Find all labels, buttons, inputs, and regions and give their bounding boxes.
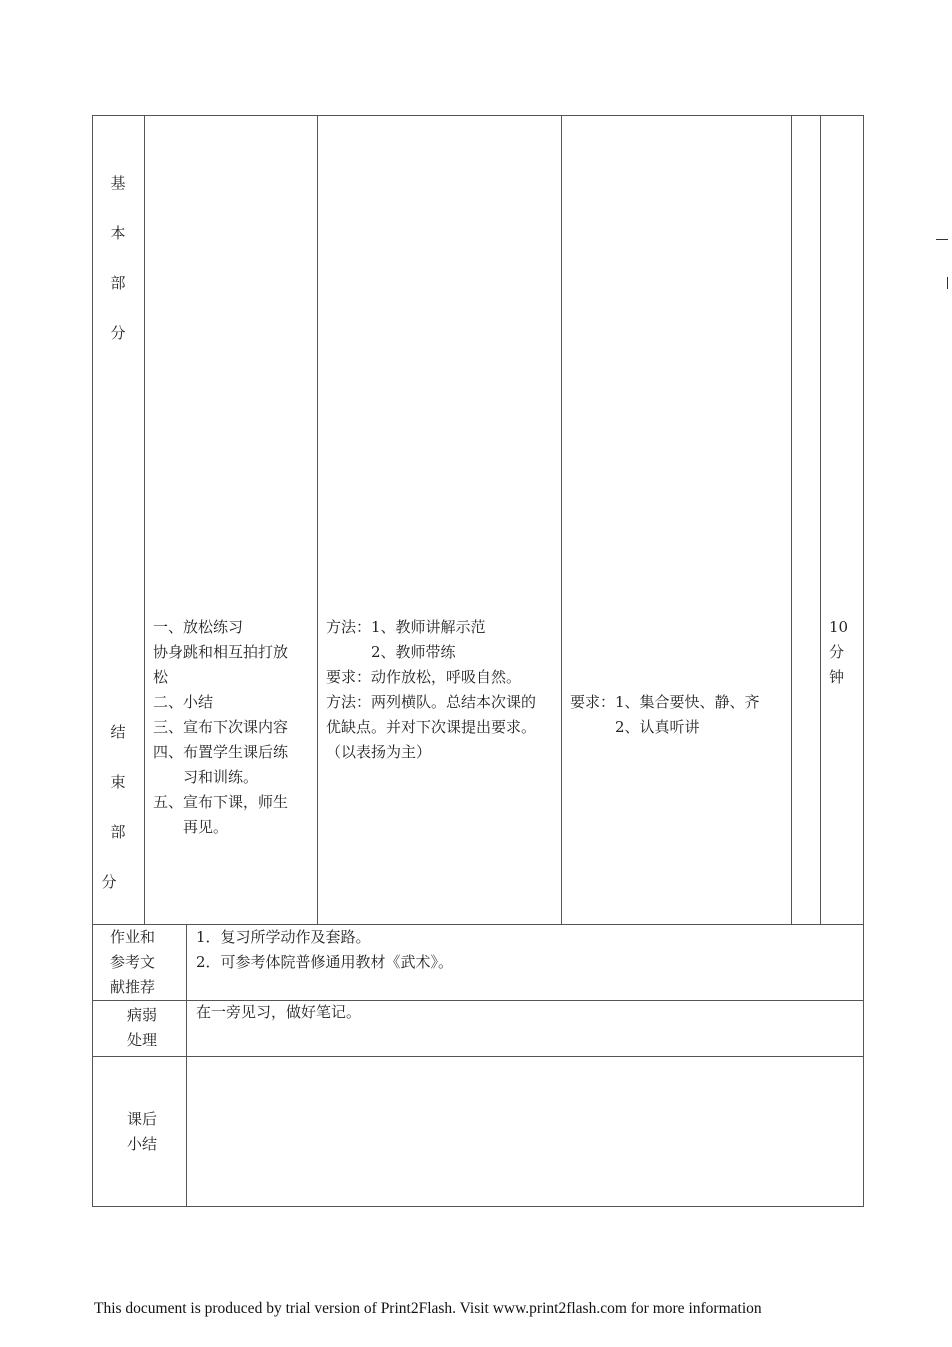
method-line: 方法：1、教师讲解示范: [326, 618, 486, 636]
edge-mark: [947, 277, 948, 289]
content-line: 再见。: [153, 818, 229, 836]
label-line: 病弱: [127, 1006, 158, 1024]
label-line: 参考文: [110, 953, 156, 971]
time-line: 分: [829, 643, 845, 661]
label-column-divider: [186, 924, 187, 1207]
content-line: 一、放松练习: [153, 618, 244, 636]
content-line: 四、布置学生课后练: [153, 743, 289, 761]
label-char: 基: [110, 174, 126, 192]
method-line: 优缺点。并对下次课提出要求。: [326, 718, 537, 736]
edge-mark: [936, 239, 948, 240]
table-border-right: [863, 115, 864, 1207]
label-char: 部: [110, 823, 126, 841]
time-line: 钟: [829, 668, 845, 686]
method-line: （以表扬为主）: [326, 743, 432, 761]
table-row-divider: [92, 1056, 864, 1057]
content-line: 三、宣布下次课内容: [153, 718, 289, 736]
column-divider: [317, 115, 318, 925]
label-line: 课后: [127, 1110, 158, 1128]
table-border-top: [92, 115, 864, 116]
label-char: 部: [110, 274, 126, 292]
content-line: 松: [153, 668, 169, 686]
content-line: 五、宣布下课，师生: [153, 793, 289, 811]
method-line: 方法：两列横队。总结本次课的: [326, 693, 537, 711]
label-char: 结: [110, 723, 126, 741]
method-line: 要求：动作放松，呼吸自然。: [326, 668, 522, 686]
column-divider: [820, 115, 821, 925]
table-border-bottom: [92, 1206, 864, 1207]
label-line: 处理: [127, 1031, 158, 1049]
label-char: 本: [110, 224, 126, 242]
label-char: 束: [110, 773, 126, 791]
method-line: 2、教师带练: [326, 643, 456, 661]
label-char: 分: [110, 324, 126, 342]
label-line: 小结: [127, 1135, 158, 1153]
summary-content: [188, 1058, 862, 1205]
homework-item: 1．复习所学动作及套路。: [196, 928, 371, 946]
label-line: 作业和: [110, 928, 156, 946]
column-divider: [791, 115, 792, 925]
label-char: 分: [101, 873, 117, 891]
content-line: 二、小结: [153, 693, 214, 711]
label-line: 献推荐: [110, 978, 156, 996]
content-line: 习和训练。: [153, 768, 259, 786]
column-divider: [561, 115, 562, 925]
table-border-left: [92, 115, 93, 1207]
column-divider: [144, 115, 145, 925]
requirement-line: 2、认真听讲: [570, 718, 700, 736]
requirement-line: 要求：1、集合要快、静、齐: [570, 693, 760, 711]
content-line: 协身跳和相互拍打放: [153, 643, 289, 661]
sick-handling-text: 在一旁见习，做好笔记。: [196, 1003, 362, 1021]
trial-watermark-footer: This document is produced by trial version of Print2Flash. Visit www.print2flash.com for more information: [94, 1300, 762, 1317]
homework-item: 2．可参考体院普修通用教材《武术》。: [196, 953, 454, 971]
time-line: 10: [829, 618, 849, 636]
